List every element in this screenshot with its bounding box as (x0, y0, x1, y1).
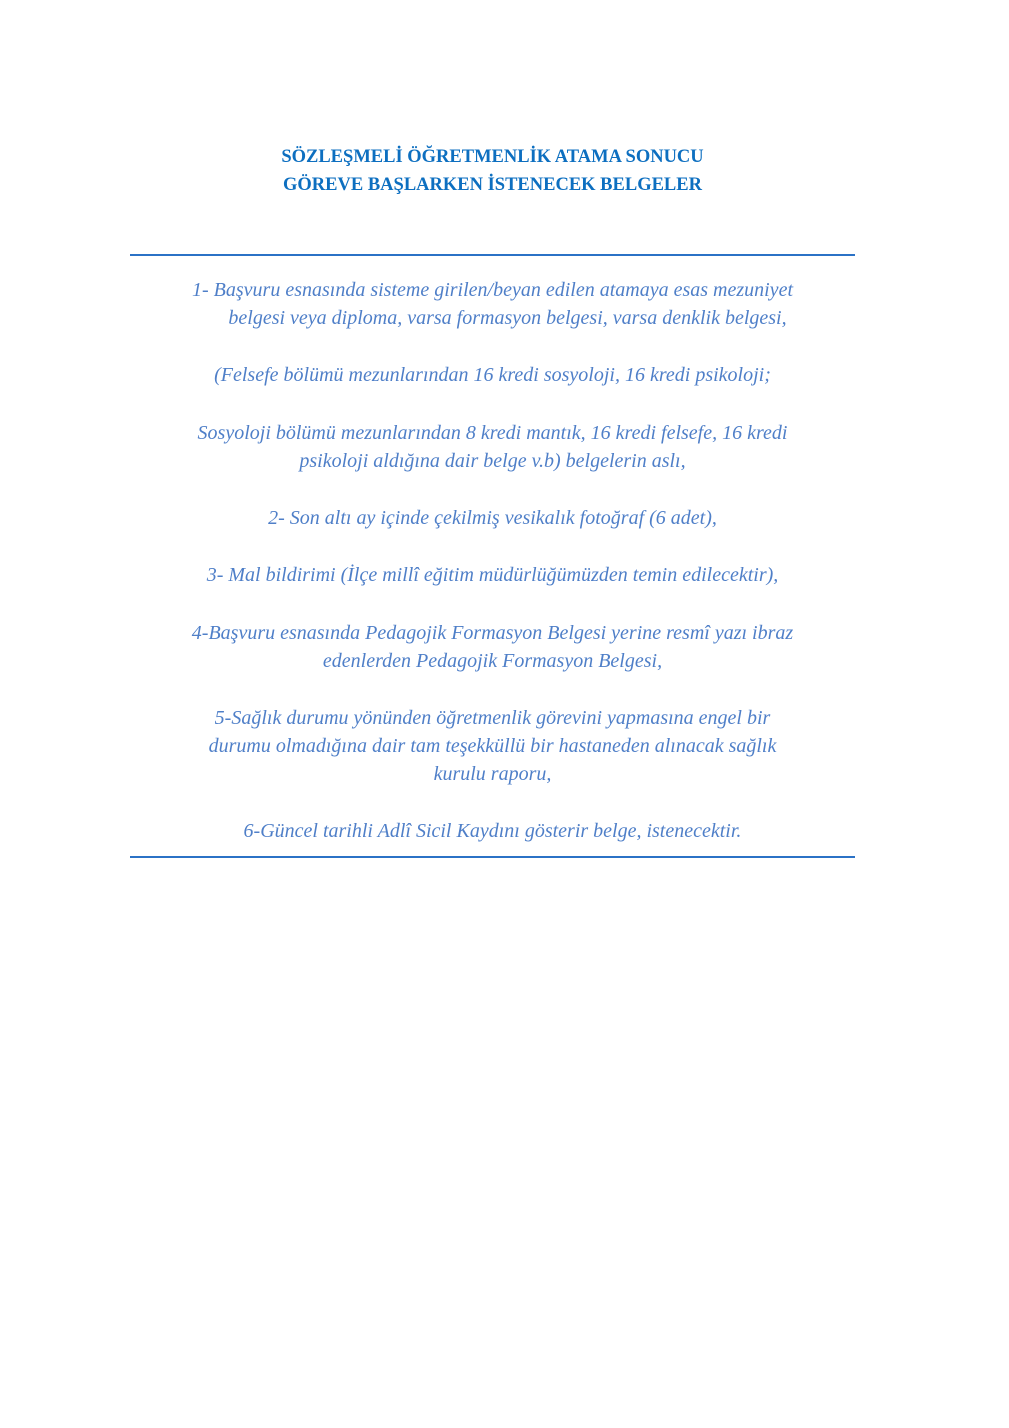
item-5-line-3: kurulu raporu, (433, 763, 552, 785)
item-5-line-1: 5-Sağlık durumu yönünden öğretmenlik görevini yapmasına engel bir (214, 707, 771, 729)
top-divider (130, 254, 855, 256)
item-5-line-2: durumu olmadığına dair tam teşekküllü bir hastaneden alınacak sağlık (208, 735, 777, 757)
item-1-line-2: belgesi veya diploma, varsa formasyon belgesi, varsa denklik belgesi, (228, 307, 787, 329)
item-1-line-1: 1- Başvuru esnasında sisteme girilen/beyan edilen atamaya esas mezuniyet (192, 279, 793, 301)
bottom-divider (130, 856, 855, 858)
item-2: 2- Son altı ay içinde çekilmiş vesikalık fotoğraf (6 adet), (268, 507, 717, 529)
note-sociology-line-2: psikoloji aldığına dair belge v.b) belgelerin aslı, (299, 450, 686, 472)
item-4-line-2: edenlerden Pedagojik Formasyon Belgesi, (322, 650, 663, 672)
title-line-2: GÖREVE BAŞLARKEN İSTENECEK BELGELER (283, 175, 702, 195)
note-sociology-line-1: Sosyoloji bölümü mezunlarından 8 kredi mantık, 16 kredi felsefe, 16 kredi (197, 422, 788, 444)
item-6: 6-Güncel tarihli Adlî Sicil Kaydını gösterir belge, istenecektir. (243, 820, 742, 842)
note-philosophy: (Felsefe bölümü mezunlarından 16 kredi sosyoloji, 16 kredi psikoloji; (214, 364, 771, 386)
title-line-1: SÖZLEŞMELİ ÖĞRETMENLİK ATAMA SONUCU (281, 147, 704, 167)
item-4-line-1: 4-Başvuru esnasında Pedagojik Formasyon Belgesi yerine resmî yazı ibraz (191, 622, 794, 644)
item-3: 3- Mal bildirimi (İlçe millî eğitim müdürlüğümüzden temin edilecektir), (206, 564, 779, 586)
